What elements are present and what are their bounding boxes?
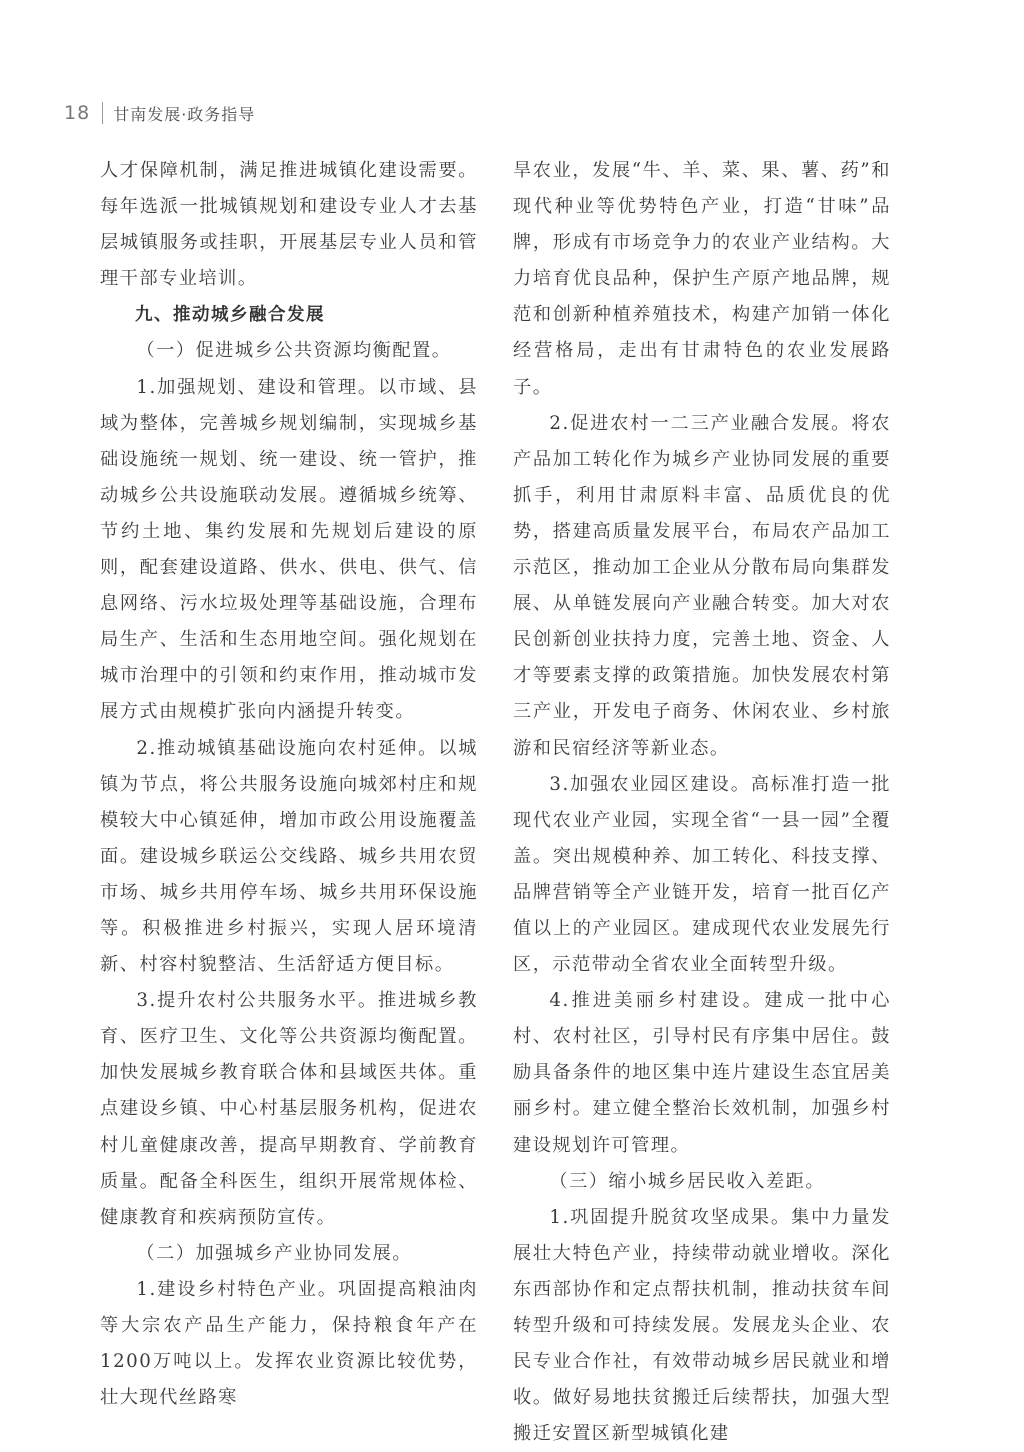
paragraph: 旱农业，发展“牛、羊、菜、果、薯、药”和现代种业等优势特色产业，打造“甘味”品牌，形成有市场竞争力的农业产业结构。大力培育优良品种，保护生产原产地品牌，规范和创新种植养殖技术，构建产加销一体化经营格局，走出有甘肃特色的农业发展路子。 <box>513 160 891 398</box>
paragraph: 1.巩固提升脱贫攻坚成果。集中力量发展壮大特色产业，持续带动就业增收。深化东西部协作和定点帮扶机制，推动扶贫车间转型升级和可持续发展。发展龙头企业、农民专业合作社，有效带动城乡居民就业和增收。做好易地扶贫搬迁后续帮扶，加强大型搬迁安置区新型城镇化建 <box>513 1206 891 1445</box>
paragraph: 1.建设乡村特色产业。巩固提高粮油肉等大宗农产品生产能力，保持粮食年产在1200万吨以上。发挥农业资源比较优势，壮大现代丝路寒 <box>100 1278 478 1409</box>
left-column <box>100 153 478 1416</box>
page-number: 18 <box>64 102 91 124</box>
subsection-heading: （二）加强城乡产业协同发展。 <box>136 1242 413 1264</box>
paragraph: 2.促进农村一二三产业融合发展。将农产品加工转化作为城乡产业协同发展的重要抓手，利用甘肃原料丰富、品质优良的优势，搭建高质量发展平台，布局农产品加工示范区，推动加工企业从分散布局向集群发展、从单链发展向产业融合转变。加大对农民创新创业扶持力度，完善土地、资金、人才等要素支撑的政策措施。加快发展农村第三产业，开发电子商务、休闲农业、乡村旅游和民宿经济等新业态。 <box>513 412 891 759</box>
header-divider <box>102 102 103 124</box>
paragraph: 1.加强规划、建设和管理。以市域、县域为整体，完善城乡规划编制，实现城乡基础设施统一规划、统一建设、统一管护，推动城乡公共设施联动发展。遵循城乡统筹、节约土地、集约发展和先规划后建设的原则，配套建设道路、供水、供电、供气、信息网络、污水垃圾处理等基础设施，合理布局生产、生活和生态用地空间。强化规划在城市治理中的引领和约束作用，推动城市发展方式由规模扩张向内涵提升转变。 <box>100 376 478 723</box>
paragraph: 4.推进美丽乡村建设。建成一批中心村、农村社区，引导村民有序集中居住。鼓励具备条件的地区集中连片建设生态宜居美丽乡村。建立健全整治长效机制，加强乡村建设规划许可管理。 <box>513 990 891 1156</box>
page-header <box>64 98 255 128</box>
right-column <box>513 153 891 1452</box>
subsection-heading: （一）促进城乡公共资源均衡配置。 <box>136 340 452 362</box>
paragraph: 3.加强农业园区建设。高标准打造一批现代农业产业园，实现全省“一县一园”全覆盖。突出规模种养、加工转化、科技支撑、品牌营销等全产业链开发，培育一批百亿产值以上的产业园区。建成现代农业发展先行区，示范带动全省农业全面转型升级。 <box>513 773 891 976</box>
paragraph: 人才保障机制，满足推进城镇化建设需要。每年选派一批城镇规划和建设专业人才去基层城镇服务或挂职，开展基层专业人员和管理干部专业培训。 <box>100 160 478 290</box>
section-heading: 九、推动城乡融合发展 <box>135 305 325 326</box>
subsection-heading: （三）缩小城乡居民收入差距。 <box>549 1170 826 1192</box>
paragraph: 3.提升农村公共服务水平。推进城乡教育、医疗卫生、文化等公共资源均衡配置。加快发展城乡教育联合体和县域医共体。重点建设乡镇、中心村基层服务机构，促进农村儿童健康改善，提高早期教育、学前教育质量。配备全科医生，组织开展常规体检、健康教育和疾病预防宣传。 <box>100 990 478 1228</box>
journal-title: 甘南发展·政务指导 <box>113 104 256 124</box>
paragraph: 2.推动城镇基础设施向农村延伸。以城镇为节点，将公共服务设施向城郊村庄和规模较大中心镇延伸，增加市政公用设施覆盖面。建设城乡联运公交线路、城乡共用农贸市场、城乡共用停车场、城乡共用环保设施等。积极推进乡村振兴，实现人居环境清新、村容村貌整洁、生活舒适方便目标。 <box>100 737 478 976</box>
